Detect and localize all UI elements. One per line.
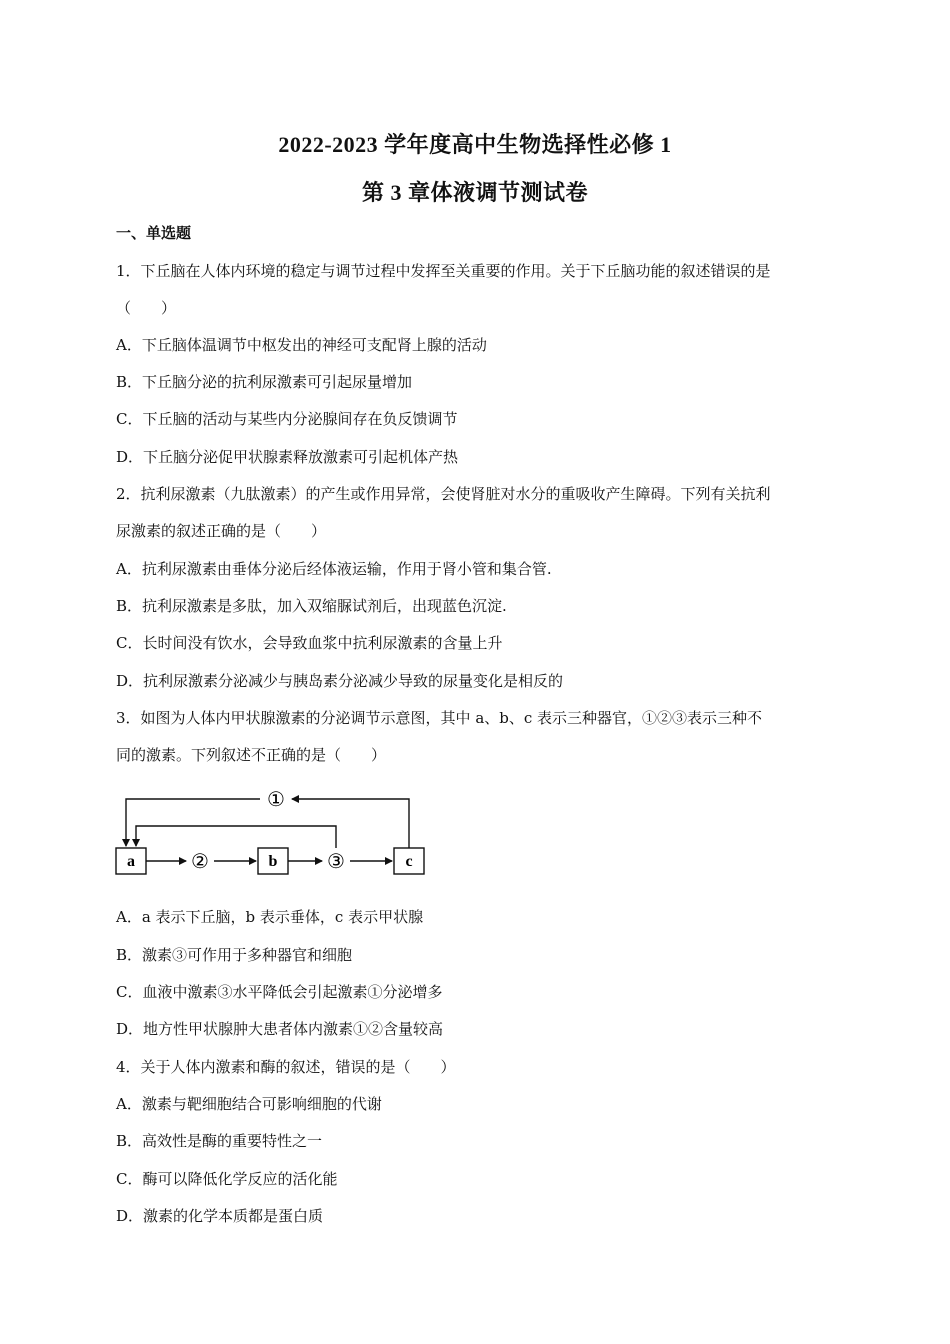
arrow-1-to-a [126,799,260,846]
question-4-option-a: A．激素与靶细胞结合可影响细胞的代谢 [116,1095,382,1113]
question-3-option-a: A．a 表示下丘脑，b 表示垂体，c 表示甲状腺 [116,908,424,926]
question-4-stem [116,1056,456,1077]
question-3-stem-cont: 同的激素。下列叙述不正确的是（ ） [116,746,387,764]
question-text: 下丘脑在人体内环境的稳定与调节过程中发挥至关重要的作用。关于下丘脑功能的叙述错误的是 [140,262,771,280]
question-text: 关于人体内激素和酶的叙述，错误的是（ ） [140,1058,456,1076]
question-number: 1． [116,262,141,280]
document-subtitle: 第 3 章体液调节测试卷 [361,180,588,205]
question-3-option-b: B．激素③可作用于多种器官和细胞 [116,946,353,964]
question-4-option-c: C．酶可以降低化学反应的活化能 [116,1170,338,1188]
box-b-label: b [268,853,278,870]
question-3-option-d: D．地方性甲状腺肿大患者体内激素①②含量较高 [116,1020,444,1038]
question-number: 2． [116,485,141,503]
hormone-3-label: ③ [327,851,345,873]
hormone-2-label: ② [191,851,209,873]
question-text: 抗利尿激素（九肽激素）的产生或作用异常，会使肾脏对水分的重吸收产生障碍。下列有关抗利 [140,485,771,503]
question-3-stem [116,707,762,728]
question-2-option-c: C．长时间没有饮水，会导致血浆中抗利尿激素的含量上升 [116,634,503,652]
question-4-option-b: B．高效性是酶的重要特性之一 [116,1132,323,1150]
arrow-c-to-1 [292,799,409,848]
thyroid-regulation-diagram [112,784,442,884]
box-a-label: a [127,853,135,870]
feedback-3-to-a [136,826,336,848]
hormone-1-label: ① [267,789,285,811]
question-1-option-b: B．下丘脑分泌的抗利尿激素可引起尿量增加 [116,373,413,391]
question-1-option-a: A．下丘脑体温调节中枢发出的神经可支配肾上腺的活动 [116,336,487,354]
question-2-option-b: B．抗利尿激素是多肽，加入双缩脲试剂后，出现蓝色沉淀. [116,597,507,615]
box-c-label: c [405,853,413,870]
question-2-stem-cont: 尿激素的叙述正确的是（ ） [116,522,327,540]
document-title: 2022-2023 学年度高中生物选择性必修 1 [278,132,672,157]
question-4-option-d: D．激素的化学本质都是蛋白质 [116,1207,324,1225]
question-2-option-d: D．抗利尿激素分泌减少与胰岛素分泌减少导致的尿量变化是相反的 [116,672,564,690]
question-1-stem-cont: （ ） [116,299,177,317]
question-3-option-c: C．血液中激素③水平降低会引起激素①分泌增多 [116,983,443,1001]
question-1-option-d: D．下丘脑分泌促甲状腺素释放激素可引起机体产热 [116,448,459,466]
question-number: 3． [116,709,141,727]
question-number: 4． [116,1058,141,1076]
question-2-stem [116,483,771,504]
question-1-stem [116,260,771,281]
question-1-option-c: C．下丘脑的活动与某些内分泌腺间存在负反馈调节 [116,410,458,428]
section-heading: 一、单选题 [116,224,192,242]
question-2-option-a: A．抗利尿激素由垂体分泌后经体液运输，作用于肾小管和集合管. [116,560,552,578]
question-text: 如图为人体内甲状腺激素的分泌调节示意图，其中 a、b、c 表示三种器官，①②③表示三种不 [140,709,763,727]
